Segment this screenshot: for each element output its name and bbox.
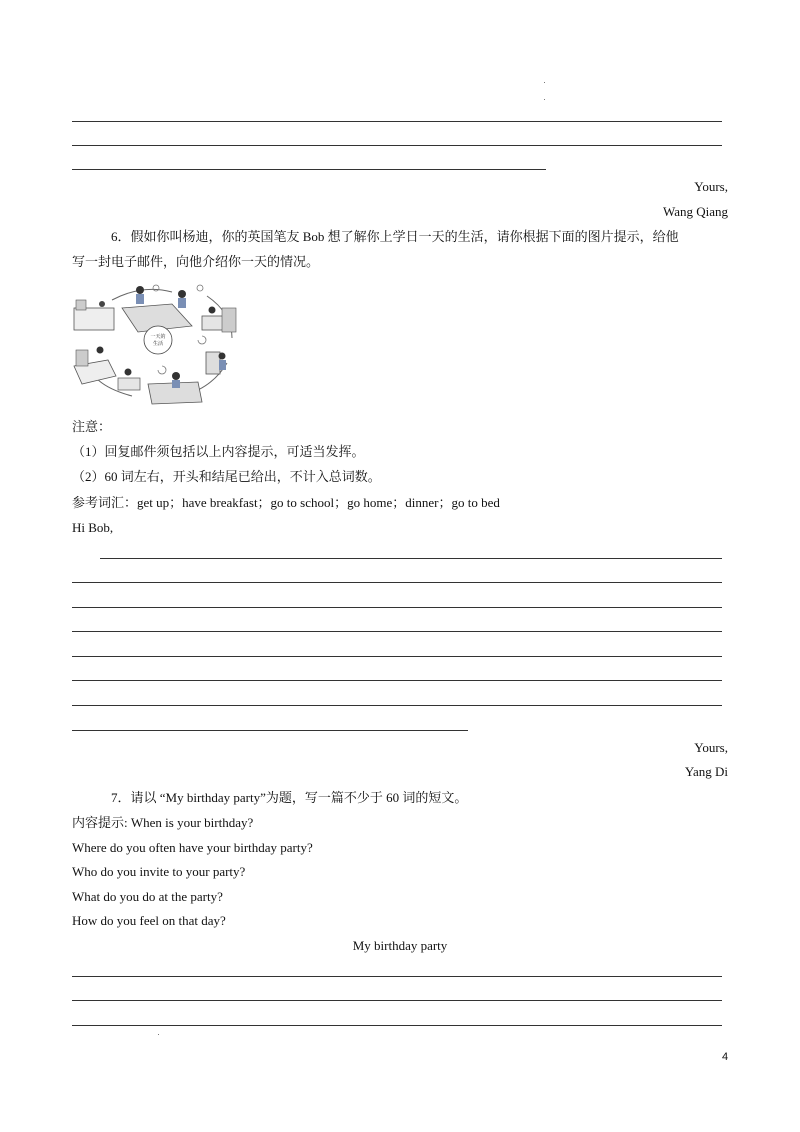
letter-signature: Yang Di [684, 764, 728, 779]
answer-line[interactable] [72, 1025, 722, 1026]
breakfast-table-icon [122, 285, 203, 332]
content-hint-2: Where do you often have your birthday party? [72, 840, 313, 855]
scan-dot [544, 99, 545, 100]
dinner-table-icon [148, 366, 202, 404]
svg-text:一天的: 一天的 [150, 334, 166, 340]
bed-scene-icon [74, 300, 114, 330]
answer-line[interactable] [72, 705, 722, 706]
daily-routine-illustration [72, 278, 244, 408]
note-title: 注意： [72, 419, 112, 434]
going-home-icon [198, 336, 226, 374]
writing-line [72, 145, 722, 146]
content-hint-5: How do you feel on that day? [72, 913, 226, 928]
school-desk-icon [202, 307, 236, 333]
content-hint-4: What do you do at the party? [72, 889, 223, 904]
answer-line[interactable] [72, 976, 722, 977]
content-hint-3: Who do you invite to your party? [72, 864, 246, 879]
answer-line[interactable] [72, 582, 722, 583]
content-hint-1: 内容提示: When is your birthday? [72, 815, 254, 830]
question-6-prompt-cont: 写一封电子邮件，向他介绍你一天的情况。 [72, 254, 320, 269]
homework-icon [118, 369, 140, 391]
answer-line[interactable] [72, 680, 722, 681]
answer-line[interactable] [72, 730, 468, 731]
answer-line[interactable] [72, 631, 722, 632]
question-7-prompt: 7．请以 “My birthday party”为题，写一篇不少于 60 词的短文。 [111, 790, 468, 805]
answer-line[interactable] [72, 656, 722, 657]
writing-line [72, 121, 722, 122]
going-to-bed-icon [74, 347, 116, 385]
answer-line[interactable] [72, 1000, 722, 1001]
letter-greeting: Hi Bob, [72, 520, 114, 535]
essay-title: My birthday party [352, 938, 448, 953]
page-number: 4 [722, 1051, 729, 1063]
note-item-2: （2）60 词左右，开头和结尾已给出，不计入总词数。 [72, 469, 381, 484]
answer-line[interactable] [100, 558, 722, 559]
question-6-prompt: 6．假如你叫杨迪，你的英国笔友 Bob 想了解你上学日一天的生活，请你根据下面的图片提示，给他 [111, 229, 679, 244]
scan-dot [158, 1034, 159, 1035]
letter-closing: Yours, [694, 179, 728, 194]
getting-up-icon [136, 285, 159, 304]
center-caption-circle [144, 326, 172, 354]
vocab-hint: 参考词汇：get up；have breakfast；go to school；go home；dinner；go to bed [72, 495, 500, 510]
scan-dot [544, 82, 545, 83]
letter-signature: Wang Qiang [662, 204, 728, 219]
letter-closing: Yours, [694, 740, 728, 755]
note-item-1: （1）回复邮件须包括以上内容提示，可适当发挥。 [72, 444, 365, 459]
answer-line[interactable] [72, 607, 722, 608]
svg-text:生活: 生活 [152, 341, 164, 347]
writing-line [72, 169, 546, 170]
